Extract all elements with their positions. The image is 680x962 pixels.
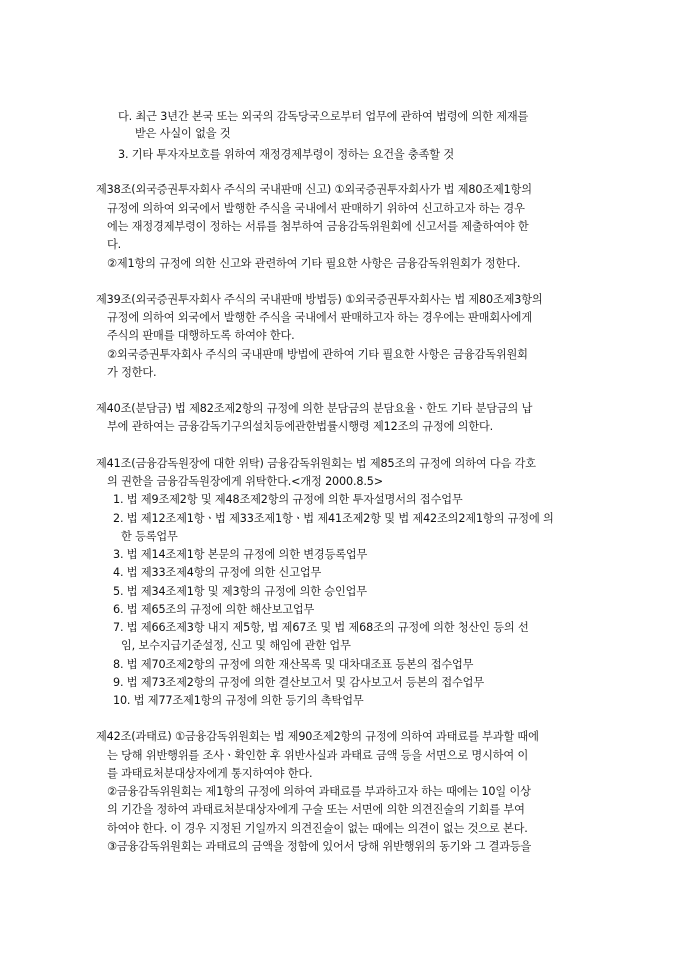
article-40-heading: 제40조(분담금) 법 제82조제2항의 규정에 의한 분담금의 분담요율ㆍ한도 기타 분담금의 납 [96,402,533,415]
list-item: 7. 법 제66조제3항 내지 제5항, 법 제67조 및 법 제68조의 규정에 의한 청산인 등의 선 [113,621,529,634]
text-line: 다. 최근 3년간 본국 또는 외국의 감독당국으로부터 업무에 관하여 법령에 의한 제재를 [118,110,529,123]
article-42-heading: 제42조(과태료) ①금융감독위원회는 법 제90조제2항의 규정에 의하여 과태료를 부과할 때에 [96,730,539,743]
list-item: 8. 법 제70조제2항의 규정에 의한 재산목록 및 대차대조표 등본의 접수업무 [113,658,474,671]
list-item: 9. 법 제73조제2항의 규정에 의한 결산보고서 및 감사보고서 등본의 접수업무 [113,676,484,689]
text-line: 주식의 판매를 대행하도록 하여야 한다. [107,329,295,342]
text-line: ②금융감독위원회는 제1항의 규정에 의하여 과태료를 부과하고자 하는 때에는 10일 이상 [107,785,531,798]
text-line: 다. [107,238,122,251]
text-line: 를 과태료처분대상자에게 통지하여야 한다. [107,767,313,780]
list-item-continuation: 한 등록업무 [121,530,178,543]
article-39-heading: 제39조(외국증권투자회사 주식의 국내판매 방법등) ①외국증권투자회사는 법 제80조제3항의 [96,293,543,306]
list-item: 6. 법 제65조의 규정에 의한 해산보고업무 [113,603,315,616]
text-line: 가 정한다. [107,366,157,379]
list-item: 4. 법 제33조제4항의 규정에 의한 신고업무 [113,566,322,579]
article-41-heading: 제41조(금융감독원장에 대한 위탁) 금융감독위원회는 법 제85조의 규정에 의하여 다음 각호 [96,457,536,470]
text-line: 의 권한을 금융감독원장에게 위탁한다.<개정 2000.8.5> [107,475,383,488]
text-line: 의 기간을 정하여 과태료처분대상자에게 구술 또는 서면에 의한 의견진술의 기회를 부여 [107,803,525,816]
list-item: 1. 법 제9조제2항 및 제48조제2항의 규정에 의한 투자설명서의 접수업무 [113,493,463,506]
text-line: 3. 기타 투자자보호를 위하여 재정경제부령이 정하는 요건을 충족할 것 [118,148,455,161]
text-line: ③금융감독위원회는 과태료의 금액을 정함에 있어서 당해 위반행위의 동기와 그 결과등을 [107,840,532,853]
list-item: 2. 법 제12조제1항ㆍ법 제33조제1항ㆍ법 제41조제2항 및 법 제42조의2제1항의 규정에 의 [113,512,554,525]
text-line: ②제1항의 규정에 의한 신고와 관련하여 기타 필요한 사항은 금융감독위원회가 정한다. [107,257,521,270]
text-line: 규정에 의하여 외국에서 발행한 주식을 국내에서 판매하기 위하여 신고하고자 하는 경우 [107,202,525,215]
article-38-heading: 제38조(외국증권투자회사 주식의 국내판매 신고) ①외국증권투자회사가 법 제80조제1항의 [96,183,532,196]
list-item: 3. 법 제14조제1항 본문의 규정에 의한 변경등록업무 [113,548,368,561]
text-line: ②외국증권투자회사 주식의 국내판매 방법에 관하여 기타 필요한 사항은 금융감독위원회 [107,348,528,361]
text-line: 는 당해 위반행위를 조사ㆍ확인한 후 위반사실과 과태료 금액 등을 서면으로 명시하여 이 [107,749,529,762]
list-item: 5. 법 제34조제1항 및 제3항의 규정에 의한 승인업무 [113,585,367,598]
text-line: 에는 재정경제부령이 정하는 서류를 첨부하여 금융감독위원회에 신고서를 제출하여야 한 [107,220,529,233]
list-item: 10. 법 제77조제1항의 규정에 의한 등기의 촉탁업무 [113,694,364,707]
text-line: 규정에 의하여 외국에서 발행한 주식을 국내에서 판매하고자 하는 경우에는 판매회사에게 [107,311,532,324]
text-line: 하여야 한다. 이 경우 지정된 기일까지 의견진술이 없는 때에는 의견이 없는 것으로 본다. [107,822,528,835]
text-line: 부에 관하여는 금융감독기구의설치등에관한법률시행령 제12조의 규정에 의한다. [107,420,494,433]
list-item-continuation: 임, 보수지급기준설정, 신고 및 해임에 관한 업무 [121,639,351,652]
text-line: 받은 사실이 없을 것 [135,127,231,140]
